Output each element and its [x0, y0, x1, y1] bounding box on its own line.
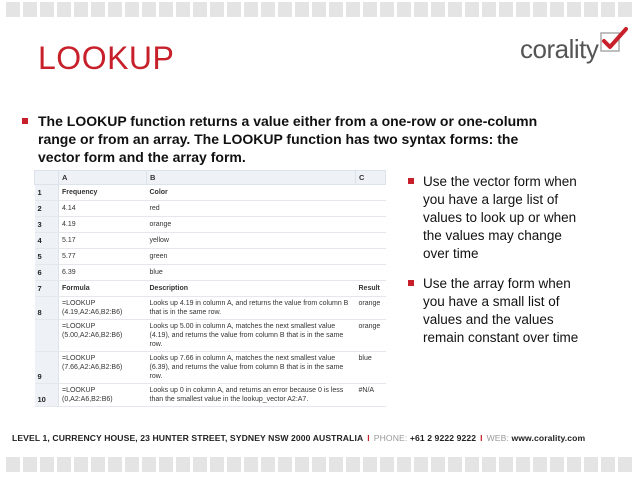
row-number-cell: 5 [35, 249, 59, 265]
decorative-tile [210, 457, 224, 472]
footer-phone-label: PHONE: [373, 433, 408, 443]
checkmark-icon [600, 27, 628, 58]
decorative-tile [533, 457, 547, 472]
decorative-tile [567, 457, 581, 472]
row-number-cell [35, 320, 59, 352]
cell-c: blue [356, 352, 386, 384]
decorative-tile [431, 2, 445, 17]
decorative-tile [601, 457, 615, 472]
decorative-tile [618, 457, 632, 472]
cell-a: 4.14 [59, 201, 147, 217]
decorative-tile [91, 2, 105, 17]
decorative-tile [397, 2, 411, 17]
decorative-tile [210, 2, 224, 17]
decorative-tile [448, 2, 462, 17]
cell-a: 5.17 [59, 233, 147, 249]
table-row [35, 265, 386, 281]
decorative-tile [6, 2, 20, 17]
main-bullet [22, 112, 542, 166]
main-bullet-text: The LOOKUP function returns a value either from a one-row or one-column range or from an array. The LOOKUP function has two syntax forms: the vector form and the array form. [38, 113, 538, 165]
decorative-tile [40, 457, 54, 472]
cell-b: blue [147, 265, 356, 281]
footer-separator: I [367, 433, 370, 443]
row-number-cell: 2 [35, 201, 59, 217]
decorative-tile [176, 2, 190, 17]
decorative-tile [499, 457, 513, 472]
side-bullet [408, 173, 588, 263]
decorative-tile [567, 2, 581, 17]
cell-b: green [147, 249, 356, 265]
decorative-tile [516, 457, 530, 472]
corality-logo [520, 27, 628, 62]
decorative-tile [516, 2, 530, 17]
table-header-row [35, 171, 386, 185]
row-number-cell: 8 [35, 297, 59, 320]
side-bullet-text: Use the vector form when you have a large list of values to look up or when the values may change over time [423, 174, 577, 261]
decorative-tile [295, 457, 309, 472]
decorative-tile [142, 457, 156, 472]
decorative-tile [261, 457, 275, 472]
cell-a: 5.77 [59, 249, 147, 265]
lookup-example-table [34, 170, 386, 407]
cell-c [356, 201, 386, 217]
side-bullet-text: Use the array form when you have a small list of values and the values remain constant over time [423, 276, 579, 345]
row-number-cell: 7 [35, 281, 59, 297]
footer-address: LEVEL 1, CURRENCY HOUSE, 23 HUNTER STREET, SYDNEY NSW 2000 AUSTRALIA [12, 433, 364, 443]
row-number-cell: 9 [35, 352, 59, 384]
decorative-tile [618, 2, 632, 17]
footer-phone: +61 2 9222 9222 [409, 433, 477, 443]
decorative-tile [261, 2, 275, 17]
cell-b: Looks up 7.66 in column A, matches the next smallest value (6.39), and returns the value from column B that is in the same row. [147, 352, 356, 384]
decorative-tile [584, 457, 598, 472]
cell-a: =LOOKUP (5.00,A2:A6,B2:B6) [59, 320, 147, 352]
decorative-tile [482, 2, 496, 17]
decorative-tile [295, 2, 309, 17]
cell-b: yellow [147, 233, 356, 249]
decorative-tile [363, 457, 377, 472]
row-number-cell: 4 [35, 233, 59, 249]
decorative-tile [176, 457, 190, 472]
table-row [35, 320, 386, 352]
table-row [35, 249, 386, 265]
column-header [35, 171, 59, 185]
decorative-tile [312, 2, 326, 17]
decorative-tile [278, 457, 292, 472]
cell-a: Formula [59, 281, 147, 297]
cell-b: Color [147, 185, 356, 201]
decorative-tile [414, 2, 428, 17]
decorative-tile [74, 2, 88, 17]
cell-c [356, 185, 386, 201]
bottom-decorative-band [6, 457, 632, 472]
cell-c [356, 233, 386, 249]
decorative-tile [142, 2, 156, 17]
decorative-tile [499, 2, 513, 17]
side-bullet [408, 275, 588, 347]
footer-contact [12, 433, 585, 443]
decorative-tile [57, 2, 71, 17]
decorative-tile [23, 457, 37, 472]
decorative-tile [244, 2, 258, 17]
cell-a: 4.19 [59, 217, 147, 233]
decorative-tile [193, 457, 207, 472]
cell-a: 6.39 [59, 265, 147, 281]
decorative-tile [465, 457, 479, 472]
row-number-cell: 10 [35, 384, 59, 407]
column-header: A [59, 171, 147, 185]
cell-c: orange [356, 297, 386, 320]
decorative-tile [431, 457, 445, 472]
decorative-tile [278, 2, 292, 17]
table-row [35, 201, 386, 217]
cell-c [356, 217, 386, 233]
row-number-cell: 3 [35, 217, 59, 233]
decorative-tile [346, 2, 360, 17]
footer-separator: I [480, 433, 483, 443]
decorative-tile [482, 457, 496, 472]
decorative-tile [346, 457, 360, 472]
decorative-tile [550, 2, 564, 17]
decorative-tile [91, 457, 105, 472]
decorative-tile [6, 457, 20, 472]
footer-web: www.corality.com [511, 433, 586, 443]
table-row [35, 217, 386, 233]
cell-a: =LOOKUP (0,A2:A6,B2:B6) [59, 384, 147, 407]
decorative-tile [193, 2, 207, 17]
bullet-square-icon [22, 118, 28, 124]
cell-b: red [147, 201, 356, 217]
table-row [35, 185, 386, 201]
cell-b: orange [147, 217, 356, 233]
table-row [35, 297, 386, 320]
decorative-tile [533, 2, 547, 17]
decorative-tile [414, 457, 428, 472]
cell-c [356, 249, 386, 265]
decorative-tile [363, 2, 377, 17]
decorative-tile [329, 457, 343, 472]
decorative-tile [23, 2, 37, 17]
cell-b: Looks up 5.00 in column A, matches the next smallest value (4.19), and returns the value from column B that is in the same row. [147, 320, 356, 352]
cell-b: Looks up 0 in column A, and returns an error because 0 is less than the smallest value in the lookup_vector A2:A7. [147, 384, 356, 407]
cell-b: Looks up 4.19 in column A, and returns the value from column B that is in the same row. [147, 297, 356, 320]
column-header: B [147, 171, 356, 185]
cell-c: Result [356, 281, 386, 297]
decorative-tile [159, 457, 173, 472]
decorative-tile [465, 2, 479, 17]
decorative-tile [125, 457, 139, 472]
logo-text: corality [520, 34, 599, 64]
cell-c: #N/A [356, 384, 386, 407]
decorative-tile [57, 457, 71, 472]
decorative-tile [108, 2, 122, 17]
decorative-tile [312, 457, 326, 472]
cell-c: orange [356, 320, 386, 352]
decorative-tile [397, 457, 411, 472]
decorative-tile [227, 457, 241, 472]
cell-b: Description [147, 281, 356, 297]
decorative-tile [108, 457, 122, 472]
footer-web-label: WEB: [486, 433, 509, 443]
decorative-tile [125, 2, 139, 17]
row-number-cell: 6 [35, 265, 59, 281]
side-bullets [408, 173, 588, 359]
cell-a: Frequency [59, 185, 147, 201]
table-row [35, 384, 386, 407]
cell-a: =LOOKUP (4.19,A2:A6,B2:B6) [59, 297, 147, 320]
decorative-tile [380, 2, 394, 17]
row-number-cell: 1 [35, 185, 59, 201]
cell-a: =LOOKUP (7.66,A2:A6,B2:B6) [59, 352, 147, 384]
slide-title: LOOKUP [38, 40, 175, 76]
decorative-tile [74, 457, 88, 472]
decorative-tile [244, 457, 258, 472]
decorative-tile [584, 2, 598, 17]
decorative-tile [601, 2, 615, 17]
cell-c [356, 265, 386, 281]
decorative-tile [159, 2, 173, 17]
decorative-tile [40, 2, 54, 17]
decorative-tile [550, 457, 564, 472]
table-row [35, 281, 386, 297]
table-row [35, 352, 386, 384]
decorative-tile [227, 2, 241, 17]
decorative-tile [380, 457, 394, 472]
bullet-square-icon [408, 178, 414, 184]
table-row [35, 233, 386, 249]
top-decorative-band [6, 2, 632, 17]
bullet-square-icon [408, 280, 414, 286]
decorative-tile [448, 457, 462, 472]
column-header: C [356, 171, 386, 185]
decorative-tile [329, 2, 343, 17]
